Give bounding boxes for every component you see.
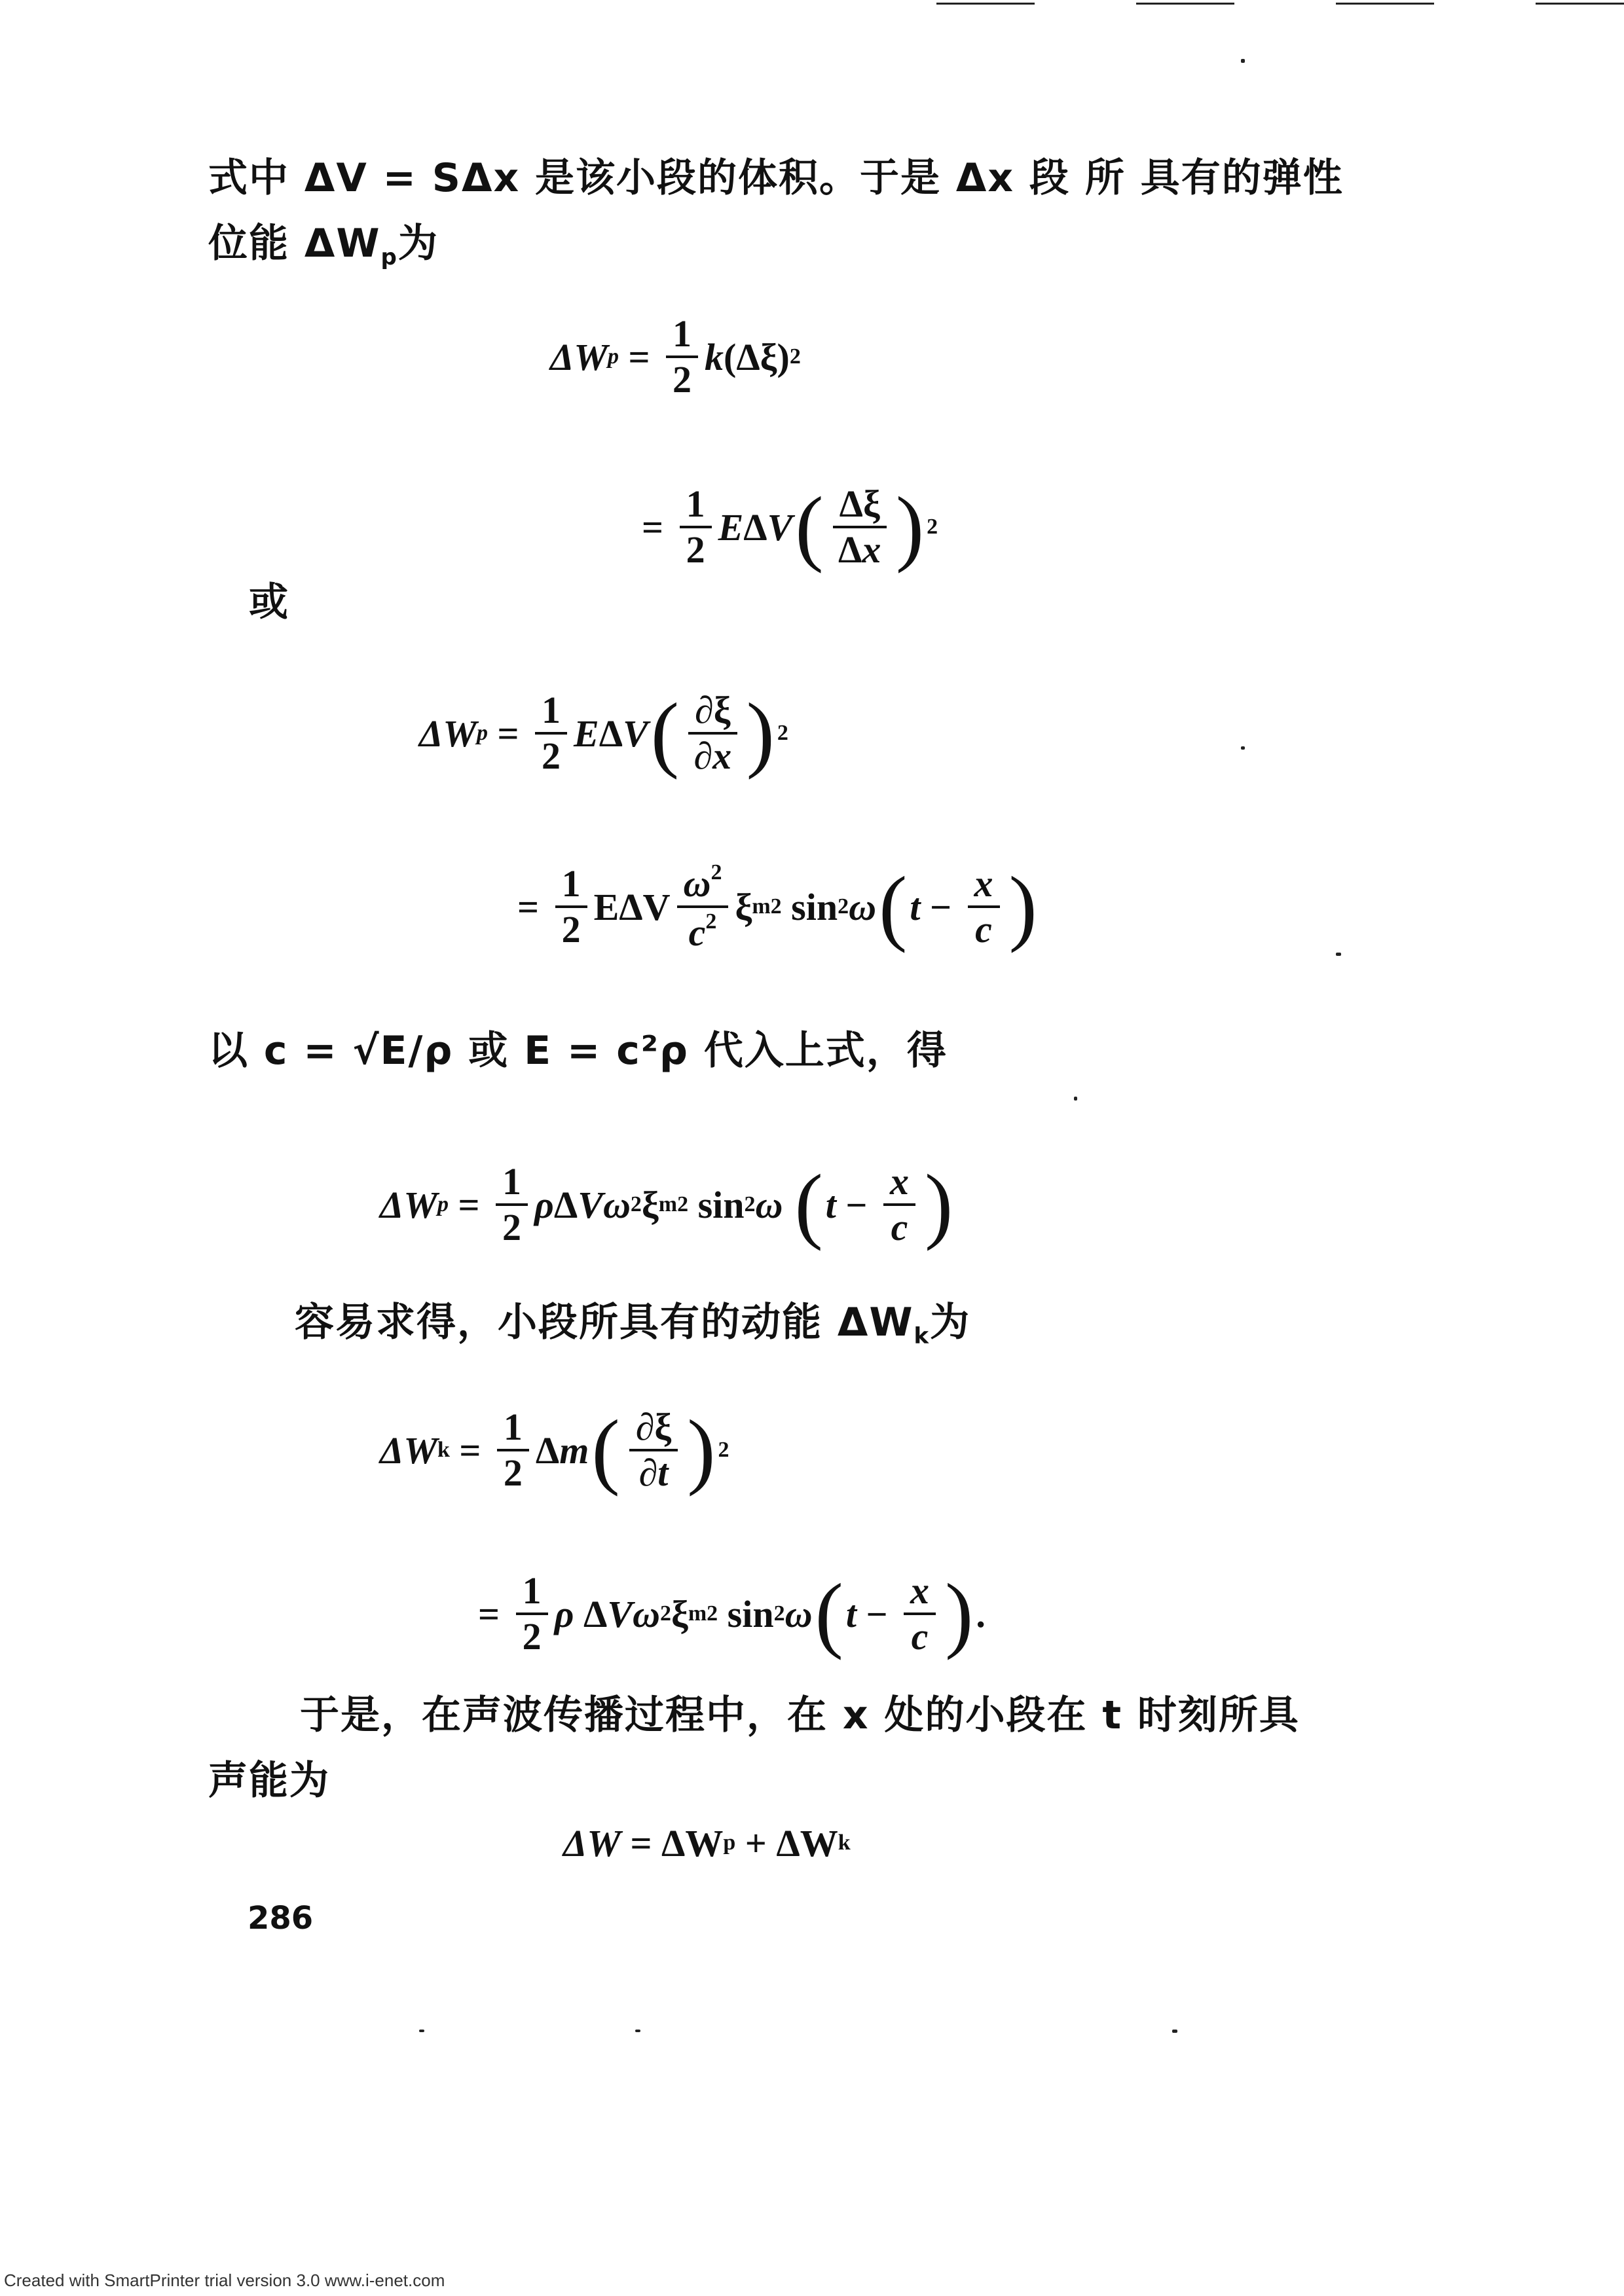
header-rule bbox=[1136, 3, 1234, 5]
equation-potential-energy-final: ΔW p = $\frac{1}{2}$ ρ Δ Vω 2 ξ m 2 sin 2 ω ( t − $\frac{x}{c}$ ) bbox=[380, 1157, 953, 1252]
or-label: 或 bbox=[249, 579, 289, 625]
equation-potential-energy-wave: = $\frac{1}{2}$ EΔV $\frac{\omega^2}{c^2}$ ξ m 2 sin 2 ω ( t − $\frac{x}{c}$ ) bbox=[517, 860, 1037, 954]
equation-potential-energy-partial: ΔW p = $\frac{1}{2}$ E Δ V ( $\frac{\partial\xi}{\partial x}$ ) 2 bbox=[419, 686, 788, 780]
equation-potential-energy: ΔW p = $\frac{1}{2}$ k (Δξ) 2 bbox=[550, 312, 801, 401]
scan-speck bbox=[1241, 59, 1245, 63]
page-number: 286 bbox=[248, 1900, 314, 1937]
paragraph-line: 位能 $\Delta W_p$为 bbox=[208, 221, 439, 270]
scan-speck bbox=[1336, 953, 1341, 956]
paragraph-line: 式中 ΔV = SΔx 是该小段的体积。于是 Δx 段 所 具有的弹性 bbox=[208, 155, 1344, 201]
equation-potential-energy-expanded: = $\frac{1}{2}$ E Δ V ( $\frac{\Delta\xi}{\Delta x}$ ) 2 bbox=[642, 480, 938, 574]
paragraph-substitution: 以 c = √E/ρ 或 E = c²ρ 代入上式，得 bbox=[208, 1028, 948, 1074]
footer-note: Created with SmartPrinter trial version 3.0 www.i-enet.com bbox=[4, 2270, 445, 2290]
scan-speck bbox=[1172, 2030, 1177, 2033]
equation-kinetic-energy: ΔW k = $\frac{1}{2}$ Δ m ( $\frac{\partial\xi}{\partial t}$ ) 2 bbox=[380, 1403, 729, 1497]
scan-speck bbox=[419, 2030, 424, 2032]
paragraph-volume bbox=[208, 145, 1361, 290]
header-rule bbox=[1536, 3, 1624, 5]
scan-speck bbox=[635, 2030, 640, 2032]
equation-kinetic-energy-final: = $\frac{1}{2}$ ρ Δ Vω 2 ξ m 2 sin 2 ω ( t − $\frac{x}{c}$ ) . bbox=[478, 1567, 986, 1661]
header-rule bbox=[936, 3, 1035, 5]
header-rule bbox=[1336, 3, 1434, 5]
scan-speck bbox=[1241, 746, 1245, 750]
paragraph-conclusion bbox=[208, 1683, 1361, 1813]
equation-total-energy: ΔW = ΔW p + ΔW k bbox=[563, 1821, 851, 1865]
paragraph-kinetic-intro: 容易求得，小段所具有的动能 $\Delta W_k$为 bbox=[295, 1300, 971, 1349]
scan-speck bbox=[1074, 1097, 1077, 1101]
paragraph-line: 声能为 bbox=[208, 1758, 330, 1804]
paragraph-line: 于是，在声波传播过程中，在 x 处的小段在 t 时刻所具 bbox=[300, 1692, 1300, 1738]
